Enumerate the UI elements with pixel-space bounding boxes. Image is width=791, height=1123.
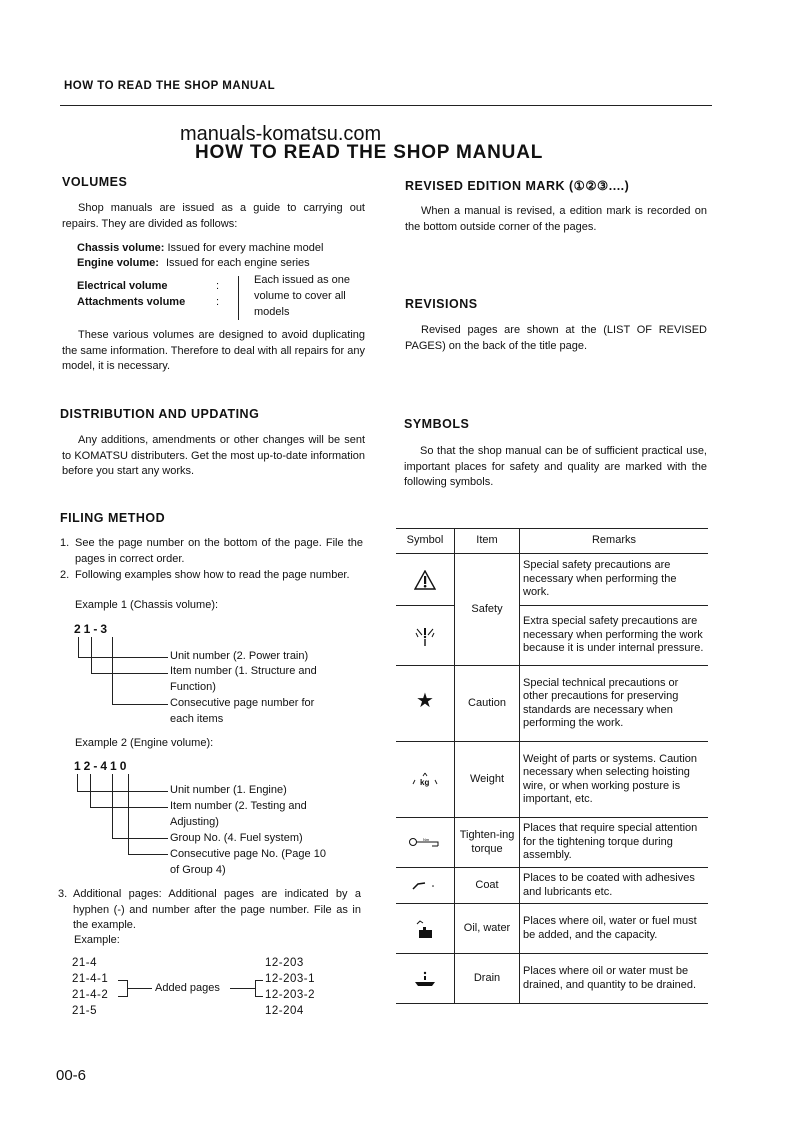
table-row <box>396 554 708 606</box>
symbols-text: So that the shop manual can be of sufficient practical use, important places for safety and quality are marked with the following symbols. <box>404 445 707 488</box>
volumes-closing: These various volumes are designed to avoid duplicating the same information. Therefore to deal with all repairs for any model, it is necessary. <box>62 329 365 372</box>
added-pages-label: Added pages <box>155 982 220 994</box>
right-page-2: 12-203-1 <box>265 973 316 985</box>
svg-text:kg: kg <box>420 777 430 787</box>
symbols-heading: SYMBOLS <box>404 417 470 431</box>
revisions-heading: REVISIONS <box>405 297 478 311</box>
left-page-2: 21-4-1 <box>72 973 109 985</box>
table-row <box>396 868 708 904</box>
colon: : <box>216 280 220 292</box>
right-page-1: 12-203 <box>265 957 304 969</box>
electrical-volume-label: Electrical volume <box>77 280 168 292</box>
coat-brush-icon <box>411 879 439 891</box>
pressure-burst-icon <box>414 625 436 647</box>
table-row <box>396 954 708 1004</box>
table-row <box>396 742 708 818</box>
symbols-table <box>396 528 708 1004</box>
attachments-volume-label: Attachments volume <box>77 296 186 308</box>
engine-volume-label: Engine volume: <box>77 257 159 269</box>
right-page-4: 12-204 <box>265 1005 304 1017</box>
table-row <box>396 606 708 666</box>
right-page-3: 12-203-2 <box>265 989 316 1001</box>
item-safety: Safety <box>455 554 520 666</box>
svg-text:Nm: Nm <box>423 837 430 843</box>
weight-kg-icon <box>411 771 439 789</box>
example2-ann-page-cont: of Group 4) <box>170 864 226 876</box>
example2-ann-unit: Unit number (1. Engine) <box>170 784 287 796</box>
table-header-row <box>396 529 708 554</box>
watermark: manuals-komatsu.com <box>180 123 382 145</box>
chassis-volume-row <box>77 241 323 256</box>
distribution-text: Any additions, amendments or other changes will be sent to KOMATSU distributers. Get the most up-to-date information before you start any works. <box>62 434 365 477</box>
left-page-1: 21-4 <box>72 957 98 969</box>
remarks-oil-water: Places where oil, water or fuel must be added, and the capacity. <box>520 904 709 954</box>
example2-label: Example 2 (Engine volume): <box>75 737 214 749</box>
engine-volume-desc: Issued for each engine series <box>165 257 310 269</box>
example1-ann-page: Consecutive page number for <box>170 697 315 709</box>
remarks-safety: Special safety precautions are necessary when performing the work. <box>520 554 709 606</box>
remarks-tightening-torque: Places that require special attention for the tightening torque during assembly. <box>520 818 709 868</box>
item-oil-water: Oil, water <box>455 904 520 954</box>
filing-heading: FILING METHOD <box>60 511 166 525</box>
remarks-coat: Places to be coated with adhesives and lubricants etc. <box>520 868 709 904</box>
remarks-weight: Weight of parts or systems. Caution necessary when selecting hoisting wire, or when working posture is important, etc. <box>520 742 709 818</box>
grouped-desc-line2: volume to cover all <box>254 290 346 302</box>
remarks-caution: Special technical precautions or other precautions for preserving standards are necessary when performing the work. <box>520 666 709 742</box>
page-number: 00-6 <box>56 1067 87 1084</box>
item3-example-label: Example: <box>74 934 120 946</box>
revisions-text: Revised pages are shown at the (LIST OF REVISED PAGES) on the back of the title page. <box>405 324 707 352</box>
example2-ann-item: Item number (2. Testing and <box>170 800 307 812</box>
filing-item-3: 3. Additional pages: Additional pages are indicated by a hyphen (-) and number after the page number. File as in the example. <box>58 888 361 931</box>
item-weight: Weight <box>455 742 520 818</box>
distribution-heading: DISTRIBUTION AND UPDATING <box>60 407 260 421</box>
example2-code: 12-410 <box>74 759 130 773</box>
item-coat: Coat <box>455 868 520 904</box>
drain-pan-icon <box>413 969 437 989</box>
oil-can-icon <box>414 918 436 940</box>
example2-ann-group: Group No. (4. Fuel system) <box>170 832 303 844</box>
example1-ann-item: Item number (1. Structure and <box>170 665 317 677</box>
warning-triangle-icon <box>414 570 436 590</box>
chassis-volume-label: Chassis volume: <box>77 242 165 254</box>
example2-ann-item-cont: Adjusting) <box>170 816 219 828</box>
grouped-desc-line3: models <box>254 306 290 318</box>
filing-list: 1. See the page number on the bottom of the page. File the pages in correct order. 2. Following examples show how to read the page number. <box>60 536 365 606</box>
table-row <box>396 818 708 868</box>
header-symbol: Symbol <box>396 529 455 554</box>
running-header: HOW TO READ THE SHOP MANUAL <box>64 80 276 92</box>
example2-ann-page: Consecutive page No. (Page 10 <box>170 848 326 860</box>
header-rule <box>60 105 712 106</box>
table-row <box>396 666 708 742</box>
chassis-volume-desc: Issued for every machine model <box>167 242 324 254</box>
item-tightening-torque: Tighten-ing torque <box>455 818 520 868</box>
colon: : <box>216 296 220 308</box>
example1-label: Example 1 (Chassis volume): <box>75 599 219 611</box>
torque-wrench-icon <box>408 835 442 849</box>
star-icon: ★ <box>416 690 434 713</box>
remarks-drain: Places where oil or water must be drained, and quantity to be drained. <box>520 954 709 1004</box>
example1-ann-unit: Unit number (2. Power train) <box>170 650 309 662</box>
header-item: Item <box>455 529 520 554</box>
volumes-heading: VOLUMES <box>62 175 128 189</box>
revised-mark-text: When a manual is revised, a edition mark is recorded on the bottom outside corner of the pages. <box>405 205 707 233</box>
example1-ann-page-cont: each items <box>170 713 224 725</box>
table-row <box>396 904 708 954</box>
header-remarks: Remarks <box>520 529 709 554</box>
engine-volume-row <box>77 256 310 271</box>
bracket <box>238 276 239 320</box>
page-title: HOW TO READ THE SHOP MANUAL <box>195 142 544 163</box>
filing-item-1: See the page number on the bottom of the page. File the pages in correct order. <box>75 537 363 565</box>
item-caution: Caution <box>455 666 520 742</box>
volumes-intro: Shop manuals are issued as a guide to carrying out repairs. They are divided as follows: <box>62 202 365 230</box>
left-page-4: 21-5 <box>72 1005 98 1017</box>
grouped-desc-line1: Each issued as one <box>254 274 351 286</box>
remarks-safety-pressure: Extra special safety precautions are necessary when performing the work because it is under internal pressure. <box>520 606 709 666</box>
revised-mark-heading: REVISED EDITION MARK (①②③....) <box>405 179 630 193</box>
left-page-3: 21-4-2 <box>72 989 109 1001</box>
filing-item-2: Following examples show how to read the page number. <box>75 569 350 581</box>
item-drain: Drain <box>455 954 520 1004</box>
example1-ann-item-cont: Function) <box>170 681 216 693</box>
example1-code: 21-3 <box>74 622 111 636</box>
